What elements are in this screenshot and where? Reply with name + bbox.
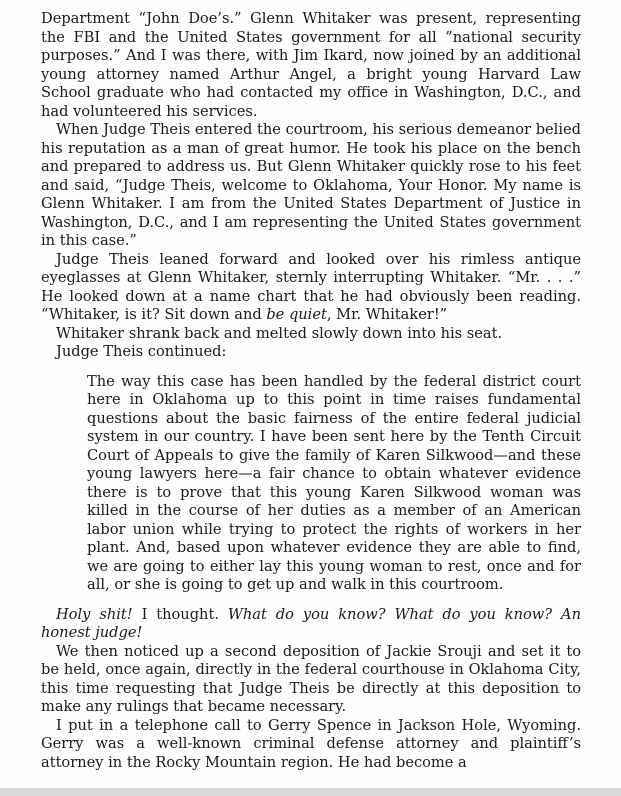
- paragraph-judge-continued: [41, 343, 581, 362]
- page-text: [41, 10, 581, 772]
- page-bottom-edge: [0, 788, 621, 796]
- text-run: Judge Theis leaned forward and looked over his rimless antique eyeglasses at Glenn Whitaker, sternly interrupting Whitaker. “Mr. . . .” He looked down at a name chart that he had obviously been reading. “Whitaker, is it? Sit down and: [41, 250, 581, 323]
- paragraph-continuation: [41, 10, 581, 121]
- text-run: I thought.: [132, 605, 228, 623]
- paragraph-second-deposition: [41, 643, 581, 717]
- paragraph-whitaker-sits: [41, 325, 581, 344]
- text-run: The way this case has been handled by the federal district court here in Oklahoma up to this point in time raises fundamental questions about the basic fairness of the entire federal judicial system in our country. I have been sent here by the Tenth Circuit Court of Appeals to give the family of Karen Silkwood—and these young lawyers here—a fair chance to obtain whatever evidence there is to prove that this young Karen Silkwood woman was killed in the course of her duties as a member of an American labor union while trying to protect the rights of workers in her plant. And, based upon whatever evidence they are able to find, we are going to either lay this young woman to rest, once and for all, or she is going to get up and walk in this courtroom.: [87, 372, 581, 593]
- text-run: Judge Theis continued:: [56, 343, 227, 360]
- italic-emphasis: Holy shit!: [56, 605, 133, 623]
- paragraph-judge-interrupts: [41, 251, 581, 325]
- italic-emphasis: be quiet: [266, 306, 327, 323]
- paragraph-honest-judge: [41, 606, 581, 643]
- text-run: I put in a telephone call to Gerry Spence in Jackson Hole, Wyoming. Gerry was a well-known criminal defense attorney and plaintiff’s attorney in the Rocky Mountain region. He had become a: [41, 716, 581, 771]
- text-run: Whitaker shrank back and melted slowly down into his seat.: [56, 324, 503, 342]
- text-run: Department “John Doe’s.” Glenn Whitaker was present, representing the FBI and the United States government for all ”national security purposes.” And I was there, with Jim Ikard, now joined by an additional young attorney named Arthur Angel, a bright young Harvard Law School graduate who had contacted my office in Washington, D.C., and had volunteered his services.: [41, 10, 581, 120]
- italic-emphasis: What do you know? What do you know? An honest judge!: [41, 605, 581, 641]
- text-run: We then noticed up a second deposition of Jackie Srouji and set it to be held, once again, directly in the federal courthouse in Oklahoma City, this time requesting that Judge Theis be directly at this deposition to make any rulings that became necessary.: [41, 642, 581, 715]
- text-run: , Mr. Whitaker!”: [326, 306, 448, 323]
- text-run: When Judge Theis entered the courtroom, his serious demeanor belied his reputation as a man of great humor. He took his place on the bench and prepared to address us. But Glenn Whitaker quickly rose to his feet and said, “Judge Theis, welcome to Oklahoma, Your Honor. My name is Glenn Whitaker. I am from the United States Department of Justice in Washington, D.C., and I am representing the United States government in this case.”: [41, 121, 581, 249]
- paragraph-judge-enters: [41, 121, 581, 251]
- paragraph-gerry-spence: [41, 717, 581, 773]
- block-quote: [87, 373, 581, 595]
